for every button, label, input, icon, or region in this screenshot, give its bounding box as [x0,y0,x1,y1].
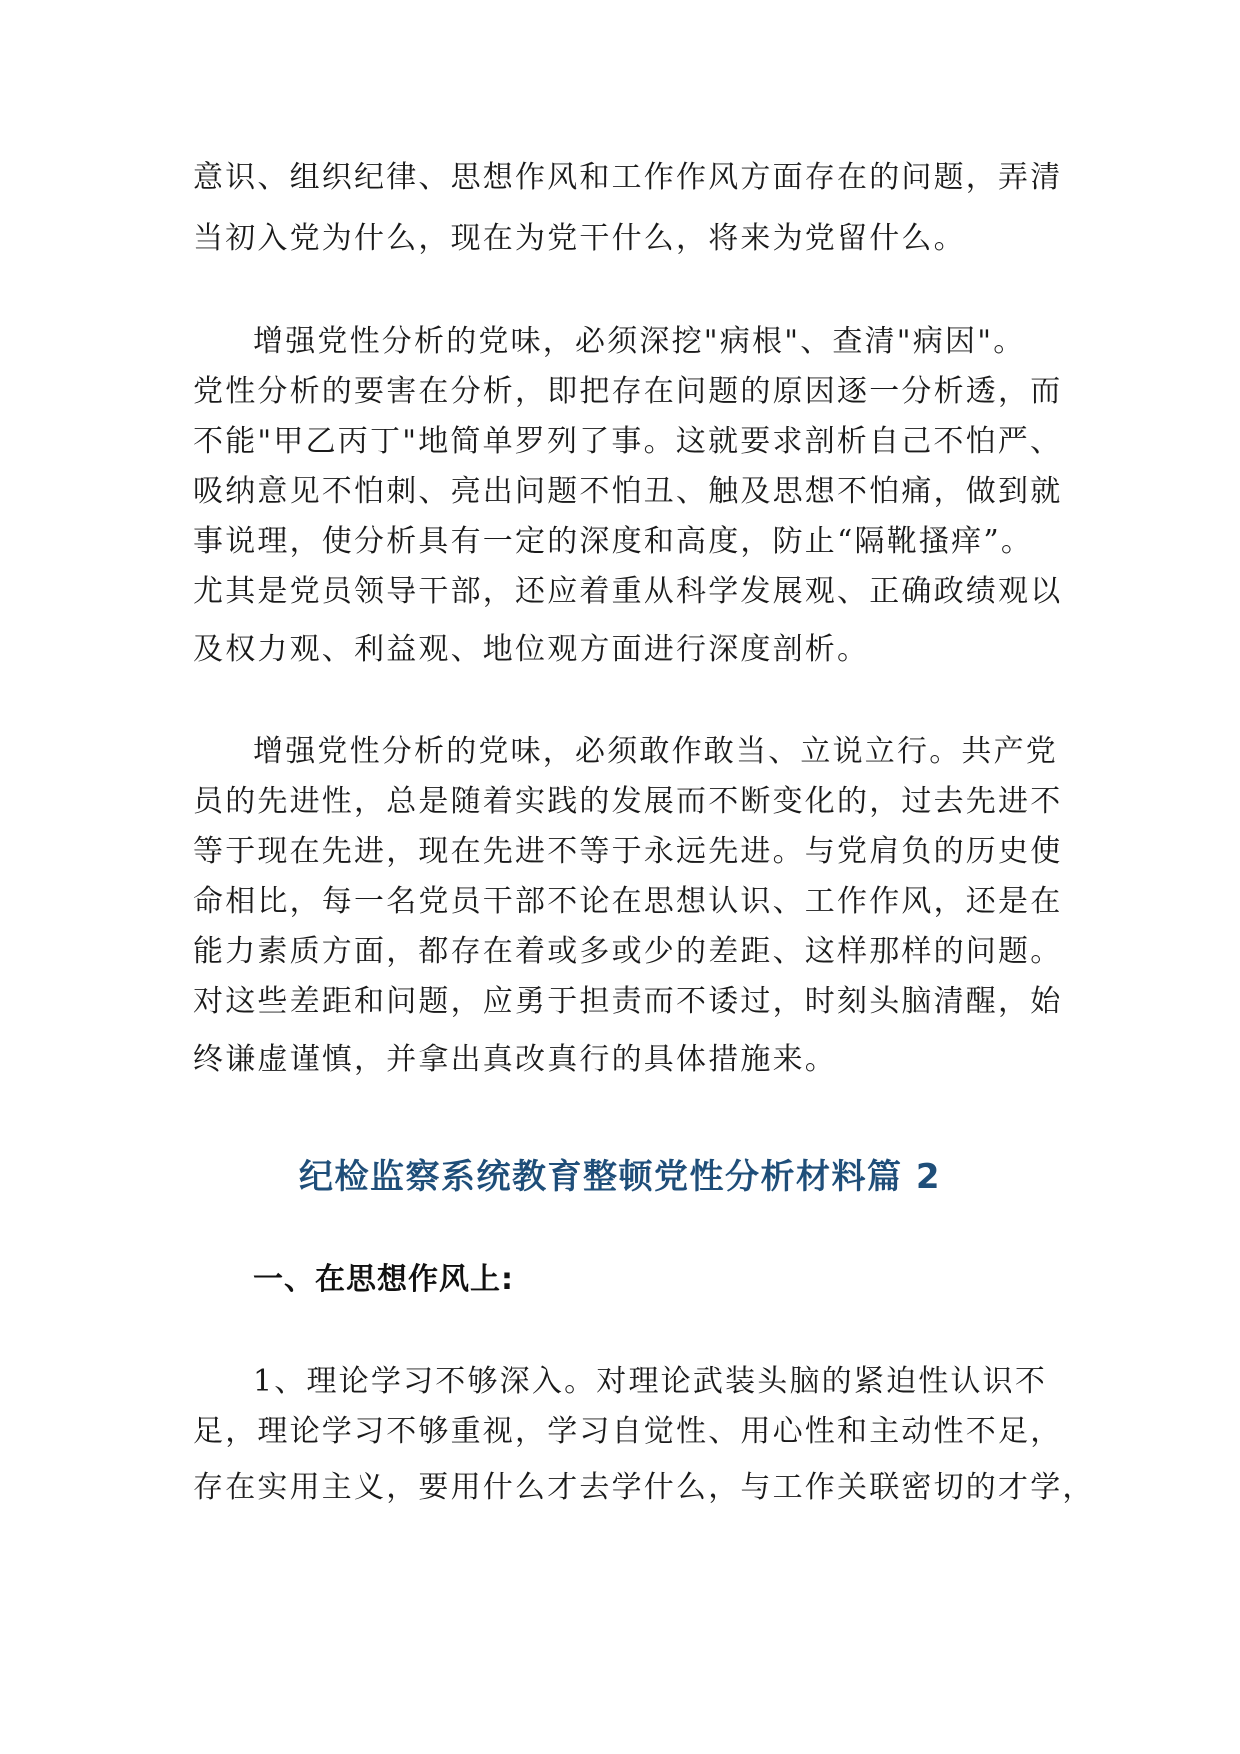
paragraph-line: 1、理论学习不够深入。对理论武装头脑的紧迫性认识不 [253,1364,1048,1399]
paragraph-line: 命相比，每一名党员干部不论在思想认识、工作作风，还是在 [193,884,1063,919]
paragraph-line: 增强党性分析的党味，必须敢作敢当、立说立行。共产党 [253,734,1058,769]
paragraph-line: 对这些差距和问题，应勇于担责而不诿过，时刻头脑清醒，始 [193,984,1063,1019]
paragraph-line: 员的先进性，总是随着实践的发展而不断变化的，过去先进不 [193,784,1063,819]
paragraph-line: 增强党性分析的党味，必须深挖"病根"、查清"病因"。 [253,324,1026,359]
paragraph-line: 事说理，使分析具有一定的深度和高度，防止“隔靴搔痒”。 [193,524,1034,559]
paragraph-line: 等于现在先进，现在先进不等于永远先进。与党肩负的历史使 [193,834,1063,869]
paragraph-line: 党性分析的要害在分析，即把存在问题的原因逐一分析透，而 [193,374,1063,409]
section-heading: 纪检监察系统教育整顿党性分析材料篇 2 [299,1157,941,1197]
paragraph-line: 尤其是党员领导干部，还应着重从科学发展观、正确政绩观以 [193,574,1063,609]
paragraph-line: 不能"甲乙丙丁"地简单罗列了事。这就要求剖析自己不怕严、 [193,424,1063,459]
paragraph-line: 能力素质方面，都存在着或多或少的差距、这样那样的问题。 [193,934,1063,969]
paragraph-line: 足，理论学习不够重视，学习自觉性、用心性和主动性不足， [193,1414,1063,1449]
paragraph-line: 吸纳意见不怕刺、亮出问题不怕丑、触及思想不怕痛，做到就 [193,474,1063,509]
subsection-heading: 一、在思想作风上: [253,1262,514,1297]
paragraph-line: 存在实用主义，要用什么才去学什么，与工作关联密切的才学， [193,1470,1095,1505]
paragraph-line: 意识、组织纪律、思想作风和工作作风方面存在的问题，弄清 [193,160,1063,195]
paragraph-line: 终谦虚谨慎，并拿出真改真行的具体措施来。 [193,1042,837,1077]
paragraph-line: 当初入党为什么，现在为党干什么，将来为党留什么。 [193,221,966,256]
paragraph-line: 及权力观、利益观、地位观方面进行深度剖析。 [193,632,870,667]
